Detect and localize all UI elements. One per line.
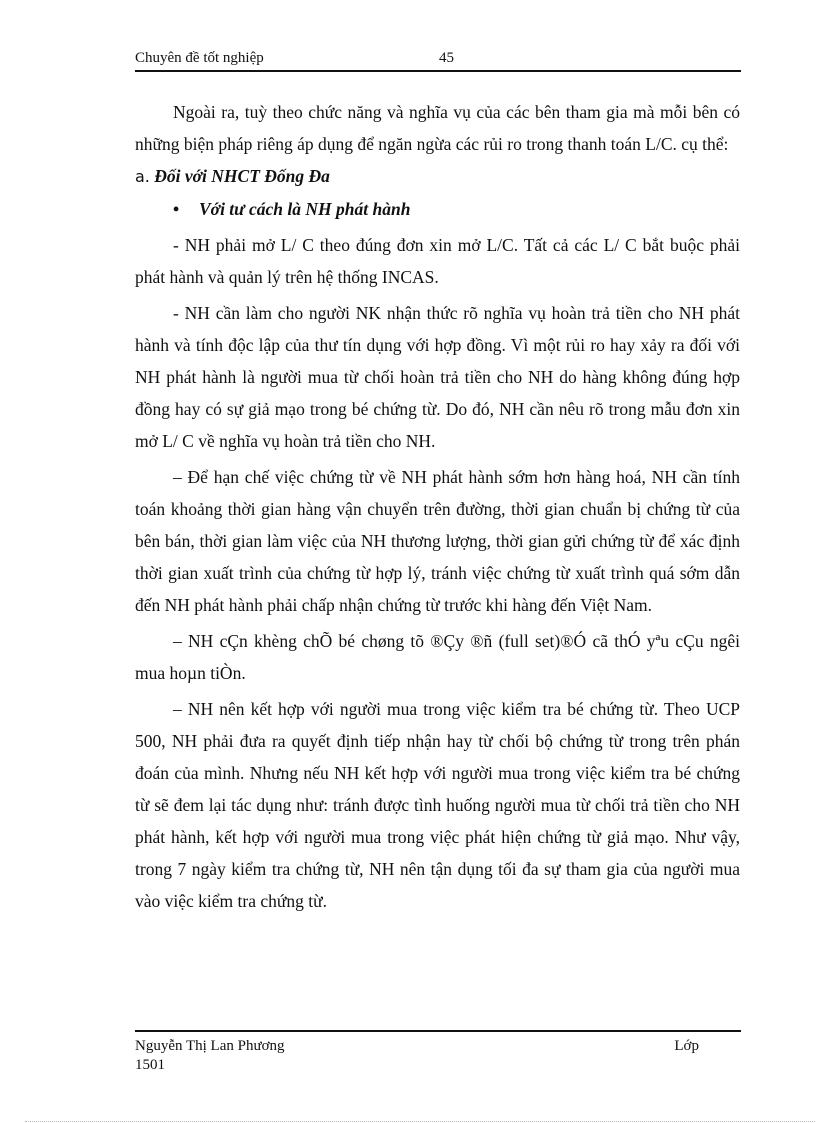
section-letter: a. [135, 167, 150, 186]
section-title: Đối với NHCT Đống Đa [154, 166, 330, 186]
bottom-divider [25, 1121, 815, 1122]
paragraph: – Để hạn chế việc chứng từ về NH phát hành sớm hơn hàng hoá, NH cần tính toán khoảng thời gian hàng vận chuyển trên đường, thời gian chuẩn bị chứng từ của bên bán, thời gian làm việc của NH thương lượng, thời gian gửi chứng từ để xác định thời gian xuất trình của chứng từ hợp lý, tránh việc chứng từ xuất trình quá sớm dẫn đến NH phát hành phải chấp nhận chứng từ trước khi hàng đến Việt Nam. [135, 467, 740, 615]
section-heading [135, 160, 740, 193]
footer-author: Nguyễn Thị Lan Phương [135, 1038, 285, 1054]
page-number: 45 [439, 50, 454, 66]
header-title: Chuyên đề tốt nghiệp [135, 50, 264, 66]
paragraph: – NH cÇn khèng chÕ bé chøng tõ ®Çy ®ñ (full set)®Ó cã thÓ yªu cÇu ngêi mua hoµn tiÒn. [135, 631, 740, 683]
footer-class-label: Lớp [674, 1038, 699, 1054]
page-footer [135, 1030, 741, 1074]
intro-paragraph: Ngoài ra, tuỳ theo chức năng và nghĩa vụ của các bên tham gia mà mỗi bên có những biện pháp riêng áp dụng để ngăn ngừa các rủi ro trong thanh toán L/C. cụ thể: [135, 102, 740, 154]
bullet-icon: • [173, 199, 180, 219]
paragraph: - NH cần làm cho người NK nhận thức rõ nghĩa vụ hoàn trả tiền cho NH phát hành và tính độc lập của thư tín dụng với hợp đồng. Vì một rủi ro hay xảy ra đối với NH phát hành là người mua từ chối hoàn trả tiền cho NH do hàng không đúng hợp đồng hay có sự giả mạo trong bé chứng từ. Do đó, NH cần nêu rõ trong mẫu đơn xin mở L/ C về nghĩa vụ hoàn trả tiền cho NH. [135, 303, 740, 451]
footer-class-number: 1501 [135, 1057, 165, 1073]
paragraph: – NH nên kết hợp với người mua trong việc kiểm tra bé chứng từ. Theo UCP 500, NH phải đưa ra quyết định tiếp nhận hay từ chối bộ chứng từ trong trên phán đoán của mình. Nhưng nếu NH kết hợp với người mua trong việc kiểm tra bé chứng từ sẽ đem lại tác dụng như: tránh được tình huống người mua từ chối trả tiền cho NH phát hành, kết hợp với người mua trong việc phát hiện chứng từ giả mạo. Như vậy, trong 7 ngày kiểm tra chứng từ, NH nên tận dụng tối đa sự tham gia của người mua vào việc kiểm tra chứng từ. [135, 699, 740, 911]
document-body [135, 96, 740, 917]
paragraph: - NH phải mở L/ C theo đúng đơn xin mở L/C. Tất cả các L/ C bắt buộc phải phát hành và quản lý trên hệ thống INCAS. [135, 235, 740, 287]
bullet-heading [135, 193, 740, 225]
bullet-title: Với tư cách là NH phát hành [199, 199, 411, 219]
page-header [135, 48, 741, 72]
